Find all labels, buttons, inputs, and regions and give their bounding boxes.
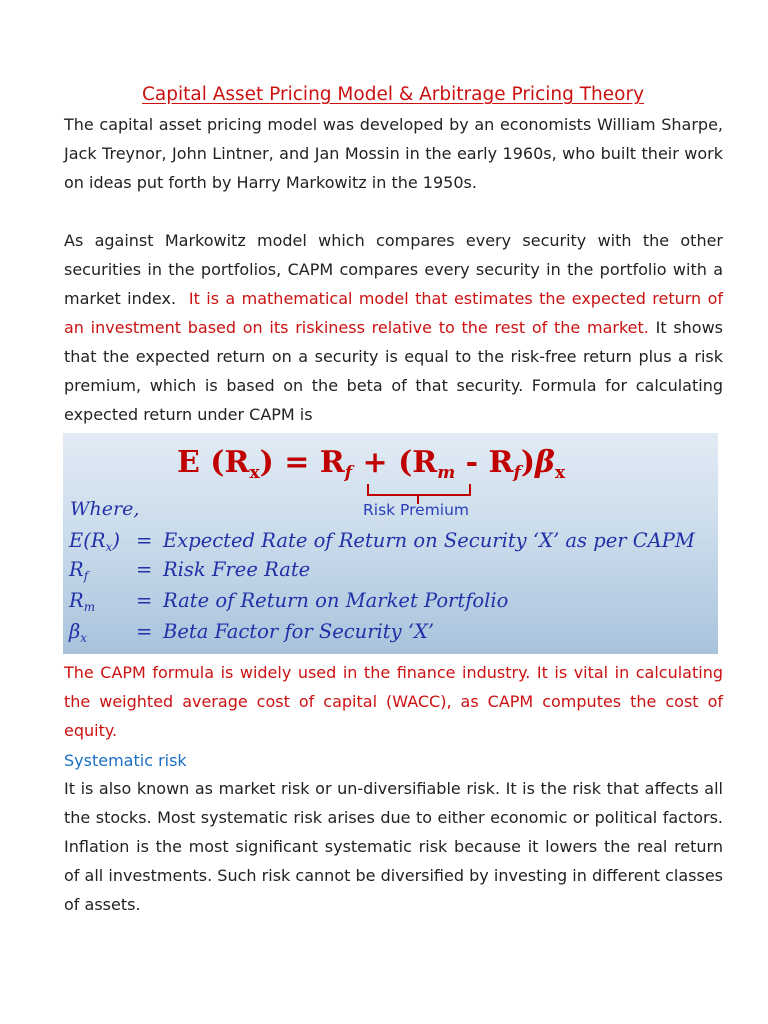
capm-usage-paragraph xyxy=(64,658,723,745)
definition-equals: = xyxy=(136,529,153,552)
symbol-market-return: $R_m$ xyxy=(69,589,96,614)
symbol-expected-return: $E(R_x)$ xyxy=(69,529,120,554)
definition-text: Expected Rate of Return on Security ‘X’ as per CAPM xyxy=(163,529,695,552)
risk-premium-label: Risk Premium xyxy=(363,501,470,519)
intro-paragraph-text: The capital asset pricing model was developed by an economists William Sharpe, Jack Treynor, John Lintner, and Jan Mossin in the early 1960s, who built their work on ideas put forth by Harry Markowitz in the 1950s. xyxy=(64,115,723,192)
capm-description-highlight: It is a mathematical model that estimates the expected return of an investment based on its riskiness relative to the rest of the market. xyxy=(64,289,724,337)
symbol-risk-free: $R_f$ xyxy=(69,558,89,583)
definition-equals: = xyxy=(136,589,153,612)
definition-row-expected-return xyxy=(69,529,714,559)
symbol-beta: $\beta_x$ xyxy=(69,620,88,645)
capm-description-paragraph xyxy=(64,226,723,429)
capm-formula-figure xyxy=(63,433,718,654)
definition-equals: = xyxy=(136,620,153,643)
definition-text: Risk Free Rate xyxy=(163,558,311,581)
definition-equals: = xyxy=(136,558,153,581)
risk-premium-brace xyxy=(367,484,471,496)
definition-text: Beta Factor for Security ‘X’ xyxy=(163,620,435,643)
definition-text: Rate of Return on Market Portfolio xyxy=(163,589,509,612)
page-title: Capital Asset Pricing Model & Arbitrage Pricing Theory xyxy=(141,84,645,105)
capm-usage-text: The CAPM formula is widely used in the finance industry. It is vital in calculating the weighted average cost of capital (WACC), as CAPM computes the cost of equity. xyxy=(64,663,723,740)
capm-description-intro: As against Markowitz model which compares every security with the other securities in the portfolios, CAPM compares every security in the portfolio with a market index. xyxy=(64,231,723,308)
systematic-risk-text: It is also known as market risk or un-diversifiable risk. It is the risk that affects all the stocks. Most systematic risk arises due to either economic or political factors. Inflation is the most significant systematic risk because it lowers the real return of all investments. Such risk cannot be diversified by investing in different classes of assets. xyxy=(64,779,723,914)
capm-formula-equation: E $(R_x) = R_f + (R_m - R_f)\beta_x$ xyxy=(177,445,566,483)
systematic-risk-heading: Systematic risk xyxy=(64,751,187,770)
capm-description-rest: It shows that the expected return on a security is equal to the risk-free return plus a risk premium, which is based on the beta of that security. Formula for calculating expected return under CAPM is xyxy=(64,318,724,424)
definition-row-beta xyxy=(69,620,714,650)
definition-row-market-return xyxy=(69,589,714,619)
systematic-risk-paragraph xyxy=(64,774,723,919)
where-label: Where, xyxy=(70,498,140,520)
intro-paragraph xyxy=(64,110,723,197)
definition-row-risk-free xyxy=(69,558,714,588)
